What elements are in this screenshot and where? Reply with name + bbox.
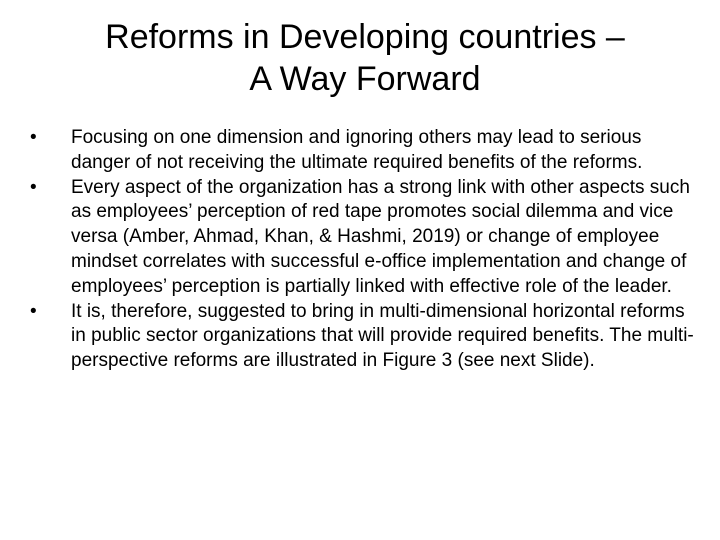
bullet-text: Focusing on one dimension and ignoring others may lead to serious danger of not receiving the ultimate required benefits of the reforms. <box>71 127 643 173</box>
bullet-marker: • <box>30 300 37 322</box>
bullet-marker: • <box>30 127 37 148</box>
slide-title-line-1: Reforms in Developing countries – <box>105 18 625 56</box>
bullet-item <box>28 300 698 374</box>
slide-title-line-2: A Way Forward <box>249 60 481 98</box>
bullet-text: Every aspect of the organization has a strong link with other aspects such as employees’ perception of red tape promotes social dilemma and vice versa (Amber, Ahmad, Khan, & Hashmi, 2019) or change of employee mindset correlates with successful e-office implementation and change of employees’ perception is partially linked with effective role of the leader. <box>71 176 690 297</box>
slide-title <box>40 16 690 100</box>
bullet-item <box>28 126 698 176</box>
bullet-text: It is, therefore, suggested to bring in multi-dimensional horizontal reforms in public sector organizations that will provide required benefits. The multi-perspective reforms are illustrated in Figure 3 (see next Slide). <box>71 300 694 372</box>
bullet-marker: • <box>30 176 37 198</box>
bullet-item <box>28 176 698 300</box>
bullet-list <box>28 126 698 374</box>
